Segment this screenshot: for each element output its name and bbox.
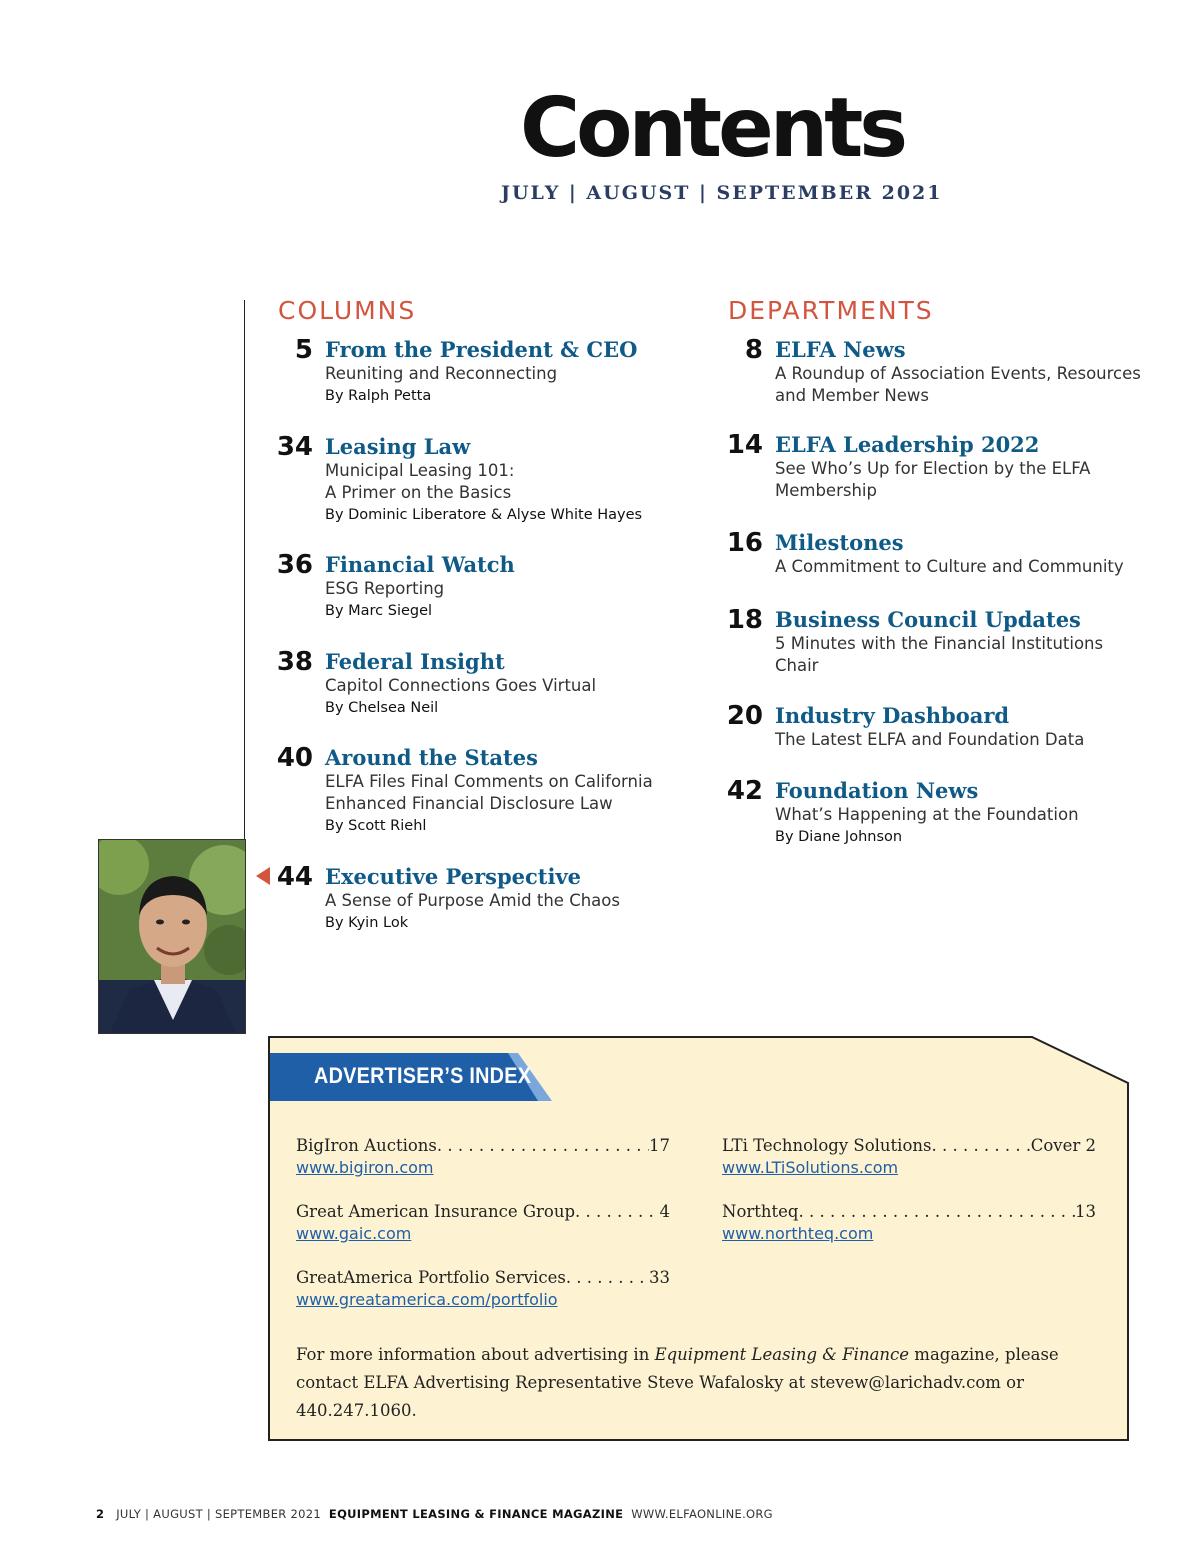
advertiser-url-link[interactable]: www.bigiron.com (296, 1158, 434, 1177)
departments-entry[interactable] (744, 335, 1195, 407)
departments-entry[interactable] (726, 528, 1195, 578)
advertiser-url-link[interactable]: www.greatamerica.com/portfolio (296, 1290, 558, 1309)
departments-heading: DEPARTMENTS (728, 296, 934, 325)
advertiser-page: 4 (659, 1202, 670, 1221)
entry-page-number: 42 (726, 776, 763, 806)
advertiser-page: 33 (649, 1268, 670, 1287)
departments-entry[interactable] (726, 776, 1195, 848)
advertiser-item (296, 1201, 670, 1245)
note-magazine-title: Equipment Leasing & Finance (654, 1345, 910, 1364)
advertising-note (296, 1341, 1086, 1425)
column-divider (244, 300, 245, 840)
footer-magazine: EQUIPMENT LEASING & FINANCE MAGAZINE (328, 1507, 624, 1521)
advertiser-page: 17 (649, 1136, 670, 1155)
entry-page-number: 20 (726, 701, 763, 731)
entry-subtitle: See Who’s Up for Election by the ELFA Membership (775, 459, 1091, 500)
entry-byline: By Marc Siegel (325, 603, 433, 619)
entry-byline: By Ralph Petta (325, 388, 432, 404)
entry-page-number: 18 (726, 605, 763, 635)
advertiser-item (296, 1135, 670, 1179)
columns-entry[interactable] (276, 862, 745, 934)
advertiser-name: Great American Insurance Group (296, 1202, 576, 1221)
entry-page-number: 36 (276, 550, 313, 580)
entry-subtitle: Reuniting and Reconnecting (325, 364, 558, 383)
departments-entry[interactable] (726, 605, 1195, 677)
entry-page-number: 5 (294, 335, 313, 365)
entry-page-number: 8 (744, 335, 763, 365)
advertiser-page: 13 (1075, 1202, 1096, 1221)
columns-entry[interactable] (276, 647, 745, 719)
entry-title-link[interactable]: Federal Insight (325, 649, 505, 674)
entry-title-link[interactable]: ELFA News (775, 337, 906, 362)
entry-title-link[interactable]: From the President & CEO (325, 337, 638, 362)
entry-byline: By Scott Riehl (325, 818, 427, 834)
advertiser-url-link[interactable]: www.gaic.com (296, 1224, 412, 1243)
issue-date: JULY | AUGUST | SEPTEMBER 2021 (501, 182, 943, 204)
entry-title-link[interactable]: Financial Watch (325, 552, 515, 577)
advertiser-url-link[interactable]: www.LTiSolutions.com (722, 1158, 899, 1177)
columns-entry[interactable] (276, 743, 745, 837)
entry-page-number: 40 (276, 743, 313, 773)
footer-issue: JULY | AUGUST | SEPTEMBER 2021 (116, 1507, 321, 1521)
entry-subtitle: What’s Happening at the Foundation (775, 805, 1079, 824)
departments-entry[interactable] (726, 430, 1195, 502)
advertiser-url-link[interactable]: www.northteq.com (722, 1224, 874, 1243)
entry-byline: By Dominic Liberatore & Alyse White Hayes (325, 507, 643, 523)
author-photo (98, 839, 246, 1034)
entry-byline: By Chelsea Neil (325, 700, 439, 716)
advertiser-item (296, 1267, 670, 1311)
entry-subtitle: 5 Minutes with the Financial Institutions Chair (775, 634, 1104, 675)
columns-heading: COLUMNS (278, 296, 417, 325)
advertiser-name: Northteq (722, 1202, 799, 1221)
page-footer (96, 1507, 773, 1521)
entry-page-number: 44 (276, 862, 313, 892)
entry-title-link[interactable]: Around the States (325, 745, 538, 770)
entry-subtitle: A Sense of Purpose Amid the Chaos (325, 891, 620, 910)
departments-entry[interactable] (726, 701, 1195, 751)
featured-arrow-icon (256, 867, 270, 885)
page-title: Contents (520, 81, 905, 176)
columns-entry[interactable] (294, 335, 745, 407)
entry-title-link[interactable]: Executive Perspective (325, 864, 582, 889)
entry-byline: By Diane Johnson (775, 829, 903, 845)
entry-subtitle: Municipal Leasing 101: A Primer on the Basics (325, 461, 515, 502)
entry-title-link[interactable]: Foundation News (775, 778, 979, 803)
entry-page-number: 16 (726, 528, 763, 558)
advertiser-index-heading: ADVERTISER’S INDEX (314, 1063, 532, 1088)
footer-page-number: 2 (96, 1507, 105, 1521)
entry-title-link[interactable]: ELFA Leadership 2022 (775, 432, 1040, 457)
entry-subtitle: A Commitment to Culture and Community (775, 557, 1124, 576)
entry-subtitle: The Latest ELFA and Foundation Data (775, 730, 1085, 749)
advertiser-name: GreatAmerica Portfolio Services (296, 1268, 566, 1287)
entry-title-link[interactable]: Leasing Law (325, 434, 471, 459)
entry-title-link[interactable]: Milestones (775, 530, 904, 555)
entry-subtitle: A Roundup of Association Events, Resources and Member News (775, 364, 1141, 405)
entry-subtitle: Capitol Connections Goes Virtual (325, 676, 597, 695)
entry-byline: By Kyin Lok (325, 915, 409, 931)
entry-title-link[interactable]: Business Council Updates (775, 607, 1081, 632)
note-text: For more information about advertising in (296, 1345, 655, 1364)
entry-page-number: 34 (276, 432, 313, 462)
entry-page-number: 14 (726, 430, 763, 460)
columns-entry[interactable] (276, 432, 745, 526)
advertiser-item (722, 1201, 1096, 1245)
advertiser-item (722, 1135, 1096, 1179)
entry-title-link[interactable]: Industry Dashboard (775, 703, 1010, 728)
note-text: magazine, please contact ELFA Advertising Representative Steve Wafalosky at stevew@larichadv.com or 440.247.1060. (296, 1345, 1059, 1420)
entry-page-number: 38 (276, 647, 313, 677)
footer-site-link[interactable]: WWW.ELFAONLINE.ORG (631, 1507, 773, 1521)
entry-subtitle: ELFA Files Final Comments on California Enhanced Financial Disclosure Law (325, 772, 653, 813)
advertiser-page: Cover 2 (1030, 1136, 1096, 1155)
advertiser-name: BigIron Auctions (296, 1136, 437, 1155)
advertiser-name: LTi Technology Solutions (722, 1136, 932, 1155)
entry-subtitle: ESG Reporting (325, 579, 445, 598)
columns-entry[interactable] (276, 550, 745, 622)
